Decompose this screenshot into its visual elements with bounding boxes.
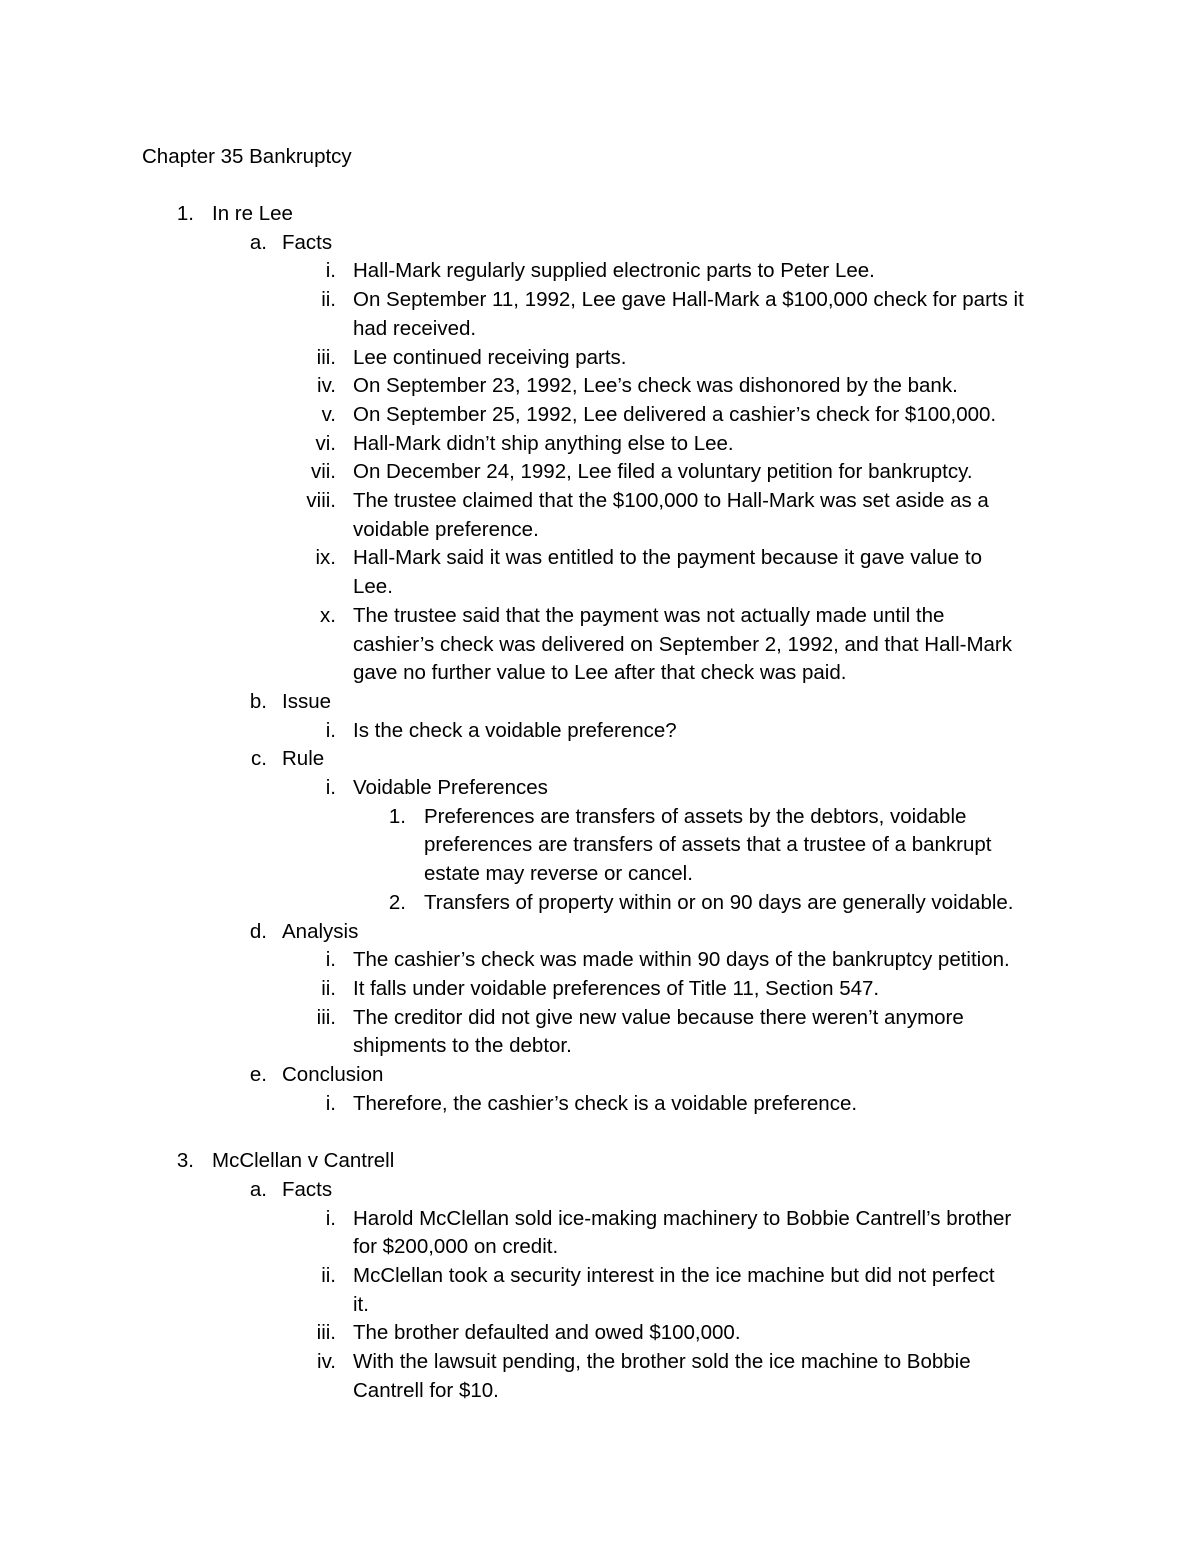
- list-marker: iii.: [316, 345, 336, 369]
- list-item-text: for $200,000 on credit.: [353, 1235, 559, 1259]
- outline-line: [0, 1118, 1200, 1147]
- outline-line: [0, 487, 1200, 516]
- list-marker: viii.: [306, 489, 336, 512]
- list-item-text: Lee.: [353, 575, 393, 599]
- list-marker: ix.: [315, 546, 336, 570]
- outline-line: [0, 1176, 1200, 1205]
- outline-line: [0, 1233, 1200, 1262]
- list-marker: 1.: [176, 202, 194, 225]
- list-item-text: Voidable Preferences: [353, 776, 548, 799]
- list-item-text: It falls under voidable preferences of Title 11, Section 547.: [353, 976, 880, 1000]
- list-marker: c.: [251, 747, 267, 771]
- list-item-text: Lee continued receiving parts.: [353, 345, 627, 369]
- list-item-text: Facts: [282, 1177, 333, 1201]
- list-marker: 1.: [388, 804, 406, 828]
- outline-line: [0, 918, 1200, 947]
- list-item-text: Conclusion: [282, 1063, 384, 1086]
- outline-line: [0, 516, 1200, 545]
- list-item-text: Transfers of property within or on 90 days are generally voidable.: [424, 890, 1014, 914]
- outline-line: [0, 1205, 1200, 1234]
- list-marker: ii.: [321, 976, 336, 1000]
- outline-line: [0, 257, 1200, 286]
- list-marker: e.: [249, 1063, 267, 1086]
- list-item-text: Therefore, the cashier’s check is a voidable preference.: [353, 1091, 858, 1115]
- list-marker: iv.: [317, 1350, 336, 1373]
- outline-line: [0, 372, 1200, 401]
- outline-line: [0, 1061, 1200, 1090]
- list-item-text: McClellan took a security interest in the ice machine but did not perfect: [353, 1263, 995, 1287]
- list-item-text: Is the check a voidable preference?: [353, 718, 677, 742]
- list-item-text: On September 25, 1992, Lee delivered a cashier’s check for $100,000.: [353, 402, 997, 426]
- list-marker: 2.: [388, 890, 406, 914]
- outline-line: [0, 1032, 1200, 1061]
- list-marker: i.: [325, 259, 336, 283]
- outline-line: [0, 1147, 1200, 1176]
- outline-line: [0, 803, 1200, 832]
- list-marker: i.: [325, 776, 336, 799]
- list-marker: iv.: [317, 374, 336, 398]
- list-item-text: Hall-Mark said it was entitled to the payment because it gave value to: [353, 546, 982, 570]
- list-item-text: On December 24, 1992, Lee filed a voluntary petition for bankruptcy.: [353, 460, 973, 484]
- list-item-text: The cashier’s check was made within 90 days of the bankruptcy petition.: [353, 948, 1010, 972]
- list-item-text: it.: [353, 1292, 369, 1316]
- list-marker: i.: [325, 948, 336, 972]
- list-item-text: The brother defaulted and owed $100,000.: [353, 1321, 741, 1345]
- list-item-text: Hall-Mark regularly supplied electronic parts to Peter Lee.: [353, 259, 875, 283]
- list-item-text: The creditor did not give new value because there weren’t anymore: [353, 1005, 964, 1029]
- list-marker: d.: [249, 919, 267, 943]
- list-item-text: Rule: [282, 747, 325, 771]
- list-marker: x.: [320, 603, 336, 627]
- outline-line: [0, 946, 1200, 975]
- outline-line: [0, 659, 1200, 688]
- list-marker: vi.: [315, 431, 336, 455]
- list-item-text: preferences are transfers of assets that a trustee of a bankrupt: [424, 833, 992, 857]
- list-item-text: On September 11, 1992, Lee gave Hall-Mark a $100,000 check for parts it: [353, 288, 1024, 312]
- list-item-text: Hall-Mark didn’t ship anything else to Lee.: [353, 431, 734, 455]
- list-item-text: had received.: [353, 316, 477, 340]
- list-marker: 3.: [176, 1149, 194, 1173]
- outline-line: [0, 831, 1200, 860]
- list-item-text: Issue: [282, 689, 331, 713]
- list-marker: iii.: [316, 1321, 336, 1345]
- outline-line: [0, 717, 1200, 746]
- list-item-text: Cantrell for $10.: [353, 1378, 499, 1402]
- outline-line: [0, 344, 1200, 373]
- outline-line: [0, 1262, 1200, 1291]
- list-item-text: The trustee claimed that the $100,000 to Hall-Mark was set aside as a: [353, 489, 989, 512]
- outline-line: [0, 286, 1200, 315]
- list-item-text: estate may reverse or cancel.: [424, 862, 693, 886]
- outline-line: [0, 1090, 1200, 1119]
- list-marker: ii.: [321, 288, 336, 312]
- outline-line: [0, 745, 1200, 774]
- outline-line: [0, 229, 1200, 258]
- outline-line: [0, 860, 1200, 889]
- list-item-text: McClellan v Cantrell: [212, 1149, 395, 1173]
- list-marker: i.: [325, 1091, 336, 1115]
- list-marker: a.: [249, 1177, 267, 1201]
- outline-line: [0, 1377, 1200, 1406]
- outline-line: [0, 1004, 1200, 1033]
- list-item-text: Analysis: [282, 919, 359, 943]
- list-item-text: voidable preference.: [353, 517, 539, 541]
- outline-line: [0, 315, 1200, 344]
- list-marker: iii.: [316, 1005, 336, 1029]
- list-item-text: Facts: [282, 230, 333, 254]
- document-title: Chapter 35 Bankruptcy: [142, 145, 352, 168]
- list-marker: i.: [325, 718, 336, 742]
- list-marker: ii.: [321, 1263, 336, 1287]
- outline-line: [0, 573, 1200, 602]
- outline-line: [0, 975, 1200, 1004]
- outline-line: [0, 430, 1200, 459]
- outline-line: [0, 774, 1200, 803]
- outline-line: [0, 1291, 1200, 1320]
- list-marker: b.: [249, 689, 267, 713]
- outline-line: [0, 1319, 1200, 1348]
- outline-line: [0, 200, 1200, 229]
- list-item-text: cashier’s check was delivered on September 2, 1992, and that Hall-Mark: [353, 632, 1013, 656]
- outline-line: [0, 401, 1200, 430]
- list-item-text: The trustee said that the payment was not actually made until the: [353, 603, 945, 627]
- list-marker: vii.: [310, 460, 336, 484]
- list-item-text: With the lawsuit pending, the brother sold the ice machine to Bobbie: [353, 1350, 971, 1373]
- list-marker: i.: [325, 1206, 336, 1230]
- outline-line: [0, 602, 1200, 631]
- outline-line: [0, 544, 1200, 573]
- outline-line: [0, 688, 1200, 717]
- outline-line: [0, 631, 1200, 660]
- list-item-text: In re Lee: [212, 202, 293, 225]
- list-item-text: Preferences are transfers of assets by the debtors, voidable: [424, 804, 967, 828]
- outline-line: [0, 889, 1200, 918]
- outline-line: [0, 1348, 1200, 1377]
- list-item-text: On September 23, 1992, Lee’s check was dishonored by the bank.: [353, 374, 958, 398]
- outline-line: [0, 458, 1200, 487]
- list-item-text: shipments to the debtor.: [353, 1034, 572, 1058]
- list-item-text: gave no further value to Lee after that check was paid.: [353, 661, 847, 685]
- list-marker: a.: [249, 230, 267, 254]
- list-marker: v.: [321, 402, 336, 426]
- list-item-text: Harold McClellan sold ice-making machinery to Bobbie Cantrell’s brother: [353, 1206, 1012, 1230]
